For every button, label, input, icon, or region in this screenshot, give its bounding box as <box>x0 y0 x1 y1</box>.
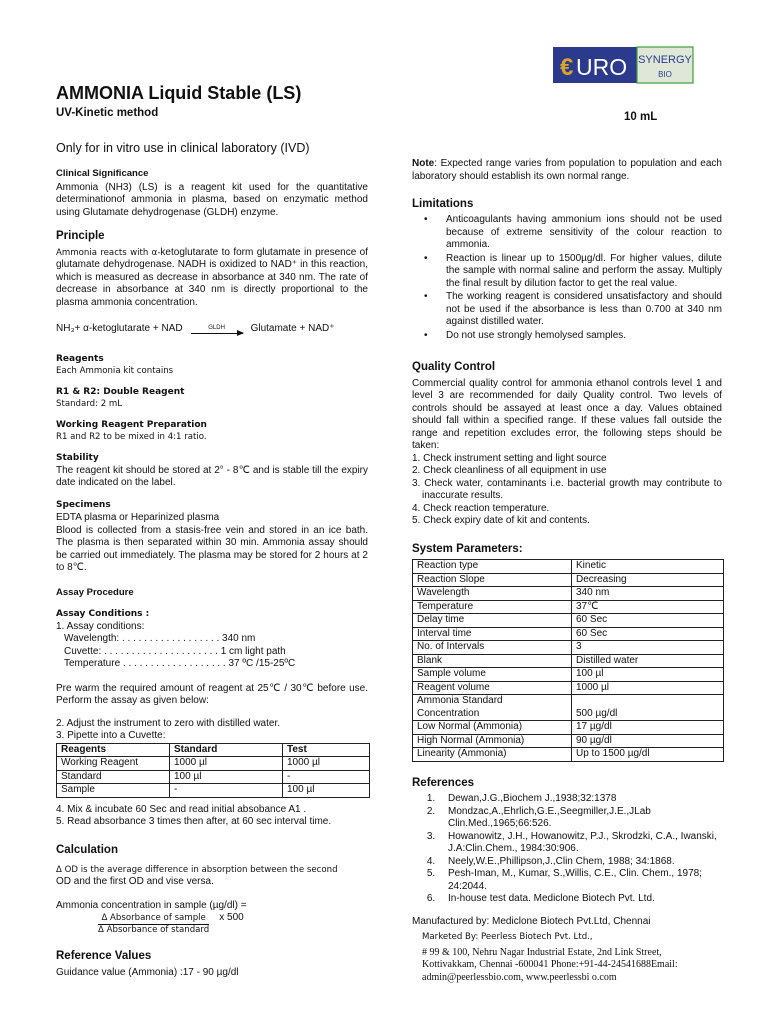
table-cell: 3 <box>572 641 724 655</box>
reference-values-text: Guidance value (Ammonia) :17 - 90 µg/dl <box>56 966 239 978</box>
table-cell: 100 µl <box>572 668 724 682</box>
specimens-line1: EDTA plasma or Heparinized plasma <box>56 512 220 524</box>
quality-control-text: Commercial quality control for ammonia ethanol controls level 1 and level 3 are recommended for daily Quality control. Two levels of controls should be assayed at least once a day. Values obtained should fall within a specified range. If these values fall outside the range and repetition excludes error, the following steps should be taken: <box>412 377 722 452</box>
specimens-text: Blood is collected from a stasis-free vein and stored in an ice bath. The plasma is then separated within 30 min. Ammonia assay should be carried out immediately. The plasma may be stored for 2 hours at 2 to 8℃. <box>56 524 368 574</box>
table-cell: 90 µg/dl <box>572 734 724 748</box>
assay-table-header: Reagents <box>57 743 170 757</box>
table-row <box>413 587 724 601</box>
svg-text:SYNERGY: SYNERGY <box>638 54 692 66</box>
address-line-2: Kottivakkam, Chennai -600041 Phone:+91-44-24541688Email: <box>422 959 678 971</box>
table-cell: Low Normal (Ammonia) <box>413 721 572 735</box>
table-row <box>57 757 370 771</box>
reaction-arrow-icon: GLDH <box>191 325 243 334</box>
reaction-equation <box>56 323 368 336</box>
table-cell: 1000 µl <box>283 757 370 771</box>
formula-numerator: Δ Absorbance of sample <box>98 913 209 925</box>
table-cell: High Normal (Ammonia) <box>413 734 572 748</box>
references-title: References <box>412 776 475 789</box>
table-row <box>413 573 724 587</box>
working-reagent-title: Working Reagent Preparation <box>56 419 207 430</box>
assay-procedure-title: Assay Procedure <box>56 586 134 598</box>
list-item: 5. Pesh-Iman, M., Kumar, S.,Willis, C.E., Clin. Chem., 1978; 24:2044. <box>438 868 722 893</box>
calculation-delta: Δ OD is the average difference in absorption between the second <box>56 865 338 876</box>
temperature-line: Temperature . . . . . . . . . . . . . . . . . . . 37 ºC /15-25ºC <box>64 658 296 670</box>
list-item: 4. Neely,W.E.,Phillipson,J.,Clin Chem, 1988; 34:1868. <box>438 856 722 869</box>
kit-volume: 10 mL <box>624 111 658 123</box>
svg-text:BIO: BIO <box>658 70 672 79</box>
concentration-formula <box>56 913 368 935</box>
list-item: 2. Mondzac,A.,Ehrlich,G.E.,Seegmiller,J.E.,JLab Clin.Med.,1965;66:526. <box>438 806 722 831</box>
quality-control-title: Quality Control <box>412 361 496 374</box>
step-4: 4. Mix & incubate 60 Sec and read initial absobance A1 . <box>56 803 307 815</box>
list-item: • The working reagent is considered unsatisfactory and should not be used if the absorbance is less than 0.700 at 340 nm against distilled water. <box>412 291 722 329</box>
qc-step: 2. Check cleanliness of all equipment in use <box>412 465 607 477</box>
table-row <box>57 784 370 798</box>
table-row <box>57 770 370 784</box>
table-row <box>413 681 724 695</box>
working-reagent-text: R1 and R2 to be mixed in 4:1 ratio. <box>56 431 207 442</box>
assay-conditions-title: Assay Conditions : <box>56 608 150 619</box>
clinical-text: Ammonia (NH3) (LS) is a reagent kit used for the quantitative determinationof ammonia in plasma, based on enzymatic method using Glutamate dehydrogenase (GLDH) enzyme. <box>56 181 368 218</box>
system-parameters-title: System Parameters: <box>412 542 523 555</box>
list-item: • Anticoagulants having ammonium ions should not be used because of extreme sensitivity of the colour reaction to ammonia. <box>412 214 722 252</box>
cuvette-line: Cuvette: . . . . . . . . . . . . . . . . . . . . . 1 cm light path <box>64 645 286 657</box>
r1r2-text: Standard: 2 mL <box>56 398 123 409</box>
table-row <box>413 560 724 574</box>
table-cell: Distilled water <box>572 654 724 668</box>
table-row <box>413 721 724 735</box>
table-cell: Reaction Slope <box>413 573 572 587</box>
qc-step: 4. Check reaction temperature. <box>412 502 550 514</box>
step-3: 3. Pipette into a Cuvette: <box>56 730 166 742</box>
assay-table-header: Test <box>283 743 370 757</box>
table-cell: Ammonia Standard Concentration <box>413 695 572 721</box>
r1r2-title: R1 & R2: Double Reagent <box>56 386 185 397</box>
list-item: 6. In-house test data. Mediclone Biotech Pvt. Ltd. <box>438 893 722 906</box>
address-line-3: admin@peerlessbio.com, www.peerlessbi o.com <box>422 971 617 983</box>
note-text: Note: Expected range varies from population to population and each laboratory should establish its own normal range. <box>412 158 722 182</box>
table-row <box>413 695 724 721</box>
table-row <box>413 734 724 748</box>
table-row <box>413 614 724 628</box>
references-list <box>412 793 722 906</box>
svg-text:URO: URO <box>576 54 628 80</box>
reference-values-title: Reference Values <box>56 950 152 963</box>
table-cell: 37℃ <box>572 600 724 614</box>
calculation-title: Calculation <box>56 843 118 856</box>
manufactured-by: Manufactured by: Mediclone Biotech Pvt.Ltd, Chennai <box>412 915 651 927</box>
address-line-1: # 99 & 100, Nehru Nagar Industrial Estate, 2nd Link Street, <box>422 946 662 958</box>
table-cell: 340 nm <box>572 587 724 601</box>
list-item: 1. Dewan,J.G.,Biochem J.,1938;32:1378 <box>438 793 722 806</box>
principle-text: Ammonia reacts with α-ketoglutarate to form glutamate in presence of glutamate dehydrogenase. NADH is oxidized to NAD⁺ in this reaction, which is measured as decrease in absorbance at 340 nm. The rate of decrease in absorbance at 340 nm is directly proportional to the plasma ammonia concentration. <box>56 246 368 308</box>
table-row <box>413 654 724 668</box>
concentration-label: Ammonia concentration in sample (µg/dl) = <box>56 900 247 912</box>
clinical-title: Clinical Significance <box>56 168 149 179</box>
calculation-text: OD and the first OD and vise versa. <box>56 875 214 887</box>
table-cell: Up to 1500 µg/dl <box>572 748 724 762</box>
marketed-by: Marketed By: Peerless Biotech Pvt. Ltd., <box>422 932 593 942</box>
prewarm-text: Pre warm the required amount of reagent at 25℃ / 30℃ before use. Perform the assay as given below: <box>56 682 368 707</box>
reagents-text: Each Ammonia kit contains <box>56 366 174 376</box>
qc-step: 5. Check expiry date of kit and contents. <box>412 515 590 527</box>
right-column <box>412 158 722 984</box>
table-cell: Working Reagent <box>57 757 170 771</box>
system-parameters-table <box>412 559 724 762</box>
table-cell: Sample <box>57 784 170 798</box>
equation-left: NH₃+ α-ketoglutarate + NAD <box>56 323 183 335</box>
wavelength-line: Wavelength: . . . . . . . . . . . . . . . . . . 340 nm <box>64 633 256 645</box>
table-cell: Delay time <box>413 614 572 628</box>
table-cell: Kinetic <box>572 560 724 574</box>
limitations-list <box>412 214 722 342</box>
table-cell: 60 Sec <box>572 614 724 628</box>
stability-text: The reagent kit should be stored at 2° - 8℃ and is stable till the expiry date indicated on the label. <box>56 464 368 489</box>
formula-multiplier: x 500 <box>219 911 244 923</box>
table-cell: Blank <box>413 654 572 668</box>
stability-title: Stability <box>56 452 99 463</box>
table-cell: Temperature <box>413 600 572 614</box>
assay-table <box>56 743 370 798</box>
left-column <box>56 168 368 979</box>
table-cell: Standard <box>57 770 170 784</box>
table-cell: Linearity (Ammonia) <box>413 748 572 762</box>
table-cell: Reagent volume <box>413 681 572 695</box>
formula-denominator: Δ Absorbance of standard <box>98 924 210 935</box>
table-cell: No. of Intervals <box>413 641 572 655</box>
qc-step: 1. Check instrument setting and light source <box>412 452 607 464</box>
principle-title: Principle <box>56 230 105 243</box>
svg-text:€: € <box>560 54 574 81</box>
table-cell: 17 µg/dl <box>572 721 724 735</box>
assay-table-header: Standard <box>170 743 283 757</box>
table-cell: 1000 µl <box>170 757 283 771</box>
table-cell: 100 µl <box>170 770 283 784</box>
table-cell: Sample volume <box>413 668 572 682</box>
list-item: 3. Howanowitz, J.H., Howanowitz, P.J., Skrodzki, C.A., Iwanski, J.A:Clin.Chem., 1984:30:906. <box>438 831 722 856</box>
equation-right: Glutamate + NAD⁺ <box>250 323 335 335</box>
table-cell: 1000 µl <box>572 681 724 695</box>
table-row <box>413 641 724 655</box>
limitations-title: Limitations <box>412 198 474 210</box>
table-cell: 60 Sec <box>572 627 724 641</box>
table-cell: - <box>283 770 370 784</box>
table-row <box>413 600 724 614</box>
assay-conditions-1: 1. Assay conditions: <box>56 620 145 632</box>
table-row <box>413 748 724 762</box>
step-2: 2. Adjust the instrument to zero with distilled water. <box>56 717 280 729</box>
table-row <box>413 668 724 682</box>
ivd-statement: Only for in vitro use in clinical laboratory (IVD) <box>56 141 310 155</box>
table-cell: - <box>170 784 283 798</box>
table-cell: 100 µl <box>283 784 370 798</box>
table-cell: Decreasing <box>572 573 724 587</box>
table-row <box>413 627 724 641</box>
step-5: 5. Read absorbance 3 times then after, at 60 sec interval time. <box>56 816 332 828</box>
reagents-title: Reagents <box>56 353 104 364</box>
page-subtitle: UV-Kinetic method <box>56 107 159 119</box>
table-cell: Reaction type <box>413 560 572 574</box>
table-cell: Wavelength <box>413 587 572 601</box>
table-cell: Interval time <box>413 627 572 641</box>
page-title: AMMONIA Liquid Stable (LS) <box>56 83 302 103</box>
list-item: • Reaction is linear up to 1500µg/dl. For higher values, dilute the sample with normal saline and perform the assay. Multiply the final result by dilution factor to get the real value. <box>412 253 722 291</box>
specimens-title: Specimens <box>56 499 111 510</box>
euro-synergy-logo <box>552 44 694 86</box>
list-item: • Do not use strongly hemolysed samples. <box>412 330 722 343</box>
table-cell: 500 µg/dl <box>572 695 724 721</box>
qc-step: 3. Check water, contaminants i.e. bacterial growth may contribute to inaccurate results. <box>412 477 722 502</box>
